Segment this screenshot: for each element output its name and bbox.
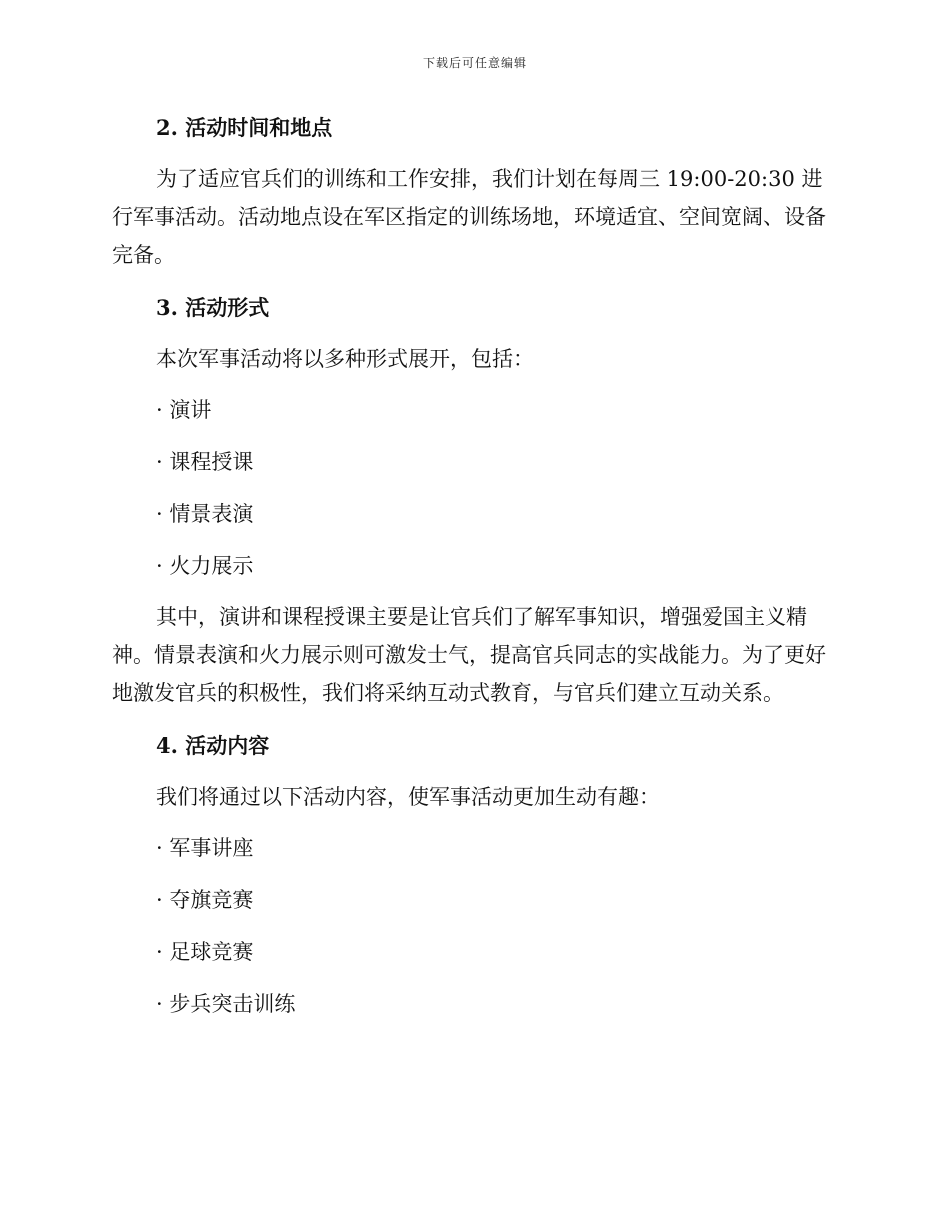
section-heading: 4. 活动内容 <box>156 733 270 758</box>
section-heading: 3. 活动形式 <box>156 295 270 320</box>
list-item: · 军事讲座 <box>156 836 254 860</box>
document-body <box>112 108 832 1024</box>
list-item: · 演讲 <box>156 398 212 422</box>
section-activity-forms <box>112 288 832 712</box>
page-header-note: 下载后可任意编辑 <box>422 56 527 70</box>
list-item: · 火力展示 <box>156 554 254 578</box>
section-activity-content <box>112 726 832 1024</box>
list-item: · 情景表演 <box>156 502 254 526</box>
section-intro: 我们将通过以下活动内容，使军事活动更加生动有趣： <box>156 785 660 809</box>
list-item: · 足球竞赛 <box>156 940 254 964</box>
section-intro: 本次军事活动将以多种形式展开，包括： <box>156 347 534 371</box>
list-item: · 课程授课 <box>156 450 254 474</box>
section-heading: 2. 活动时间和地点 <box>156 115 333 140</box>
paragraph: 为了适应官兵们的训练和工作安排，我们计划在每周三 19:00-20:30 进行军事活动。活动地点设在军区指定的训练场地，环境适宜、空间宽阔、设备完备。 <box>112 167 826 267</box>
paragraph: 其中，演讲和课程授课主要是让官兵们了解军事知识，增强爱国主义精神。情景表演和火力展示则可激发士气，提高官兵同志的实战能力。为了更好地激发官兵的积极性，我们将采纳互动式教育，与官兵们建立互动关系。 <box>112 605 826 705</box>
list-item: · 夺旗竞赛 <box>156 888 254 912</box>
section-time-location <box>112 108 832 274</box>
list-item: · 步兵突击训练 <box>156 992 296 1016</box>
